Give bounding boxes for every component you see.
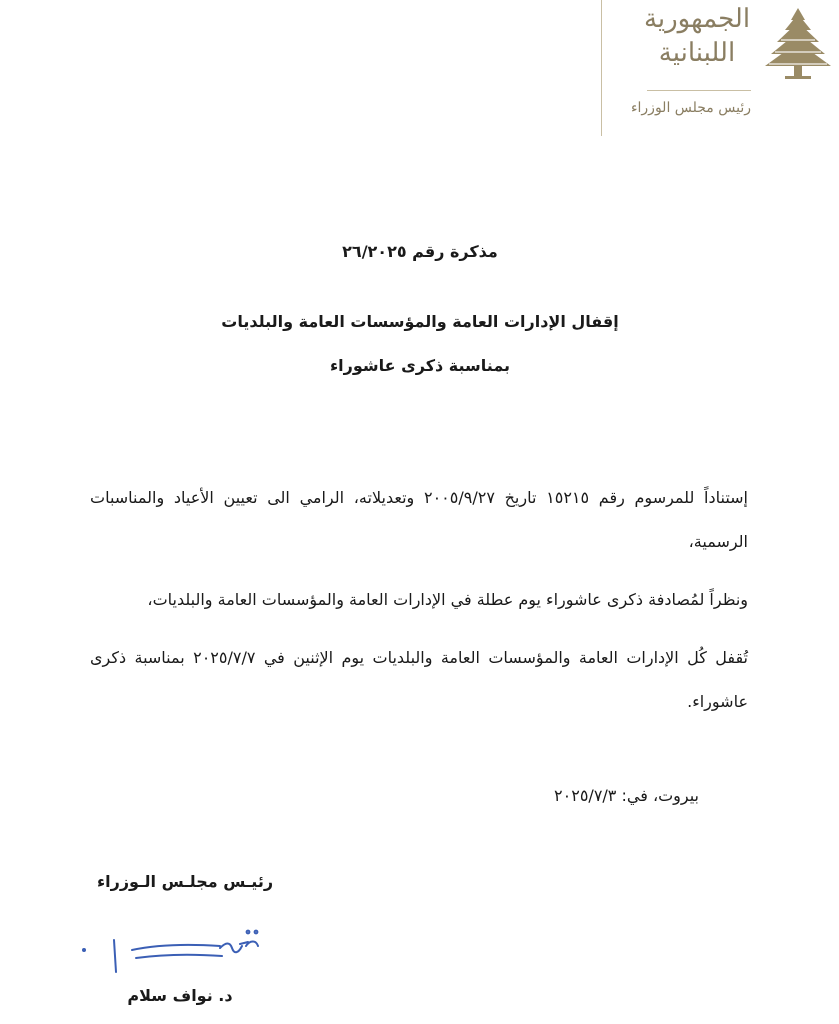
handwritten-signature bbox=[70, 920, 270, 980]
republic-name bbox=[635, 2, 759, 70]
cedar-icon bbox=[761, 4, 835, 84]
subject-line-2: بمناسبة ذكرى عاشوراء bbox=[329, 356, 511, 375]
memo-number: مذكرة رقم ٢٦/٢٠٢٥ bbox=[342, 242, 498, 261]
paragraph-legal-basis: إستناداً للمرسوم رقم ١٥٢١٥ تاريخ ٢٠٠٥/٩/٢٧ وتعديلاته، الرامي الى تعيين الأعياد والمناسبات الرسمية، bbox=[90, 488, 749, 551]
paragraph-reason: ونظراً لمُصادفة ذكرى عاشوراء يوم عطلة في الإدارات العامة والمؤسسات العامة والبلديات، bbox=[147, 590, 748, 609]
signatory-title: رئيـس مجلـس الـوزراء bbox=[96, 872, 274, 891]
memo-subject bbox=[150, 300, 690, 388]
signatory-name: د. نواف سلام bbox=[127, 986, 233, 1005]
letterhead-separator bbox=[647, 90, 751, 91]
republic-name-line2: اللبنانية bbox=[658, 38, 736, 68]
memo-body bbox=[90, 476, 748, 724]
paragraph-decision: تُقفل كُل الإدارات العامة والمؤسسات العامة والبلديات يوم الإثنين في ٢٠٢٥/٧/٧ بمناسبة ذكرى عاشوراء. bbox=[90, 648, 748, 711]
office-name: رئيس مجلس الوزراء bbox=[630, 100, 751, 116]
date-line: بيروت، في: ٢٠٢٥/٧/٣ bbox=[554, 786, 699, 805]
letterhead-divider bbox=[601, 0, 602, 136]
letterhead bbox=[599, 0, 839, 140]
republic-name-line1: الجمهورية bbox=[643, 4, 751, 34]
subject-line-1: إقفال الإدارات العامة والمؤسسات العامة والبلديات bbox=[221, 312, 619, 331]
